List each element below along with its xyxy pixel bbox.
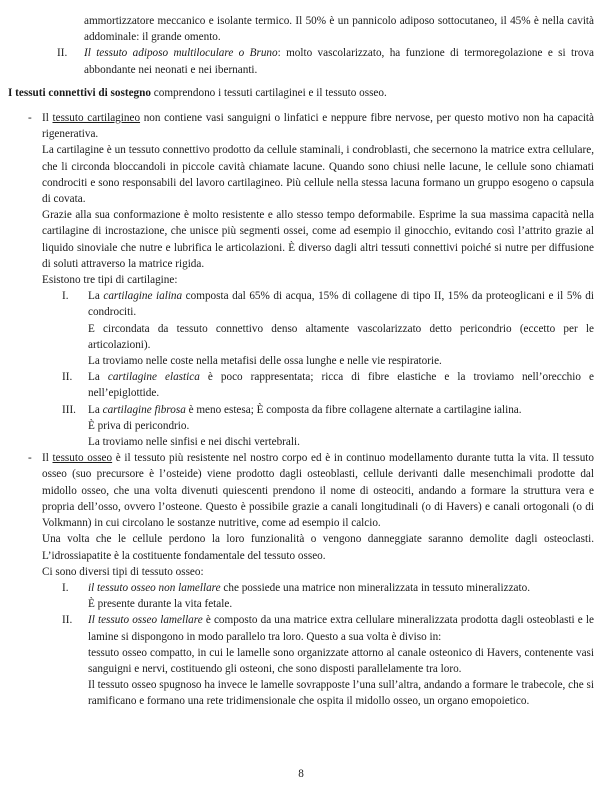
roman-numeral: I. [62,290,69,303]
type-lead-prefix: La [88,371,108,384]
adipose-rest-text: : molto vascolarizzato, ha funzione di termoregolazione e si trova abbondante nei neonati e nei ibernanti. [84,47,594,76]
type-rest-text: è poco rappresentata; ricca di fibre elastiche e la troviamo nell’orecchio e nell’epiglottide. [88,371,595,400]
roman-numeral: II. [62,371,73,384]
type-lead-italic: cartilagine ialina [103,290,183,303]
type-main-paragraph [88,612,594,644]
item-text [84,13,594,45]
type-lead-italic: Il tessuto osseo lamellare [88,614,203,627]
bone-type-item-1 [62,580,594,612]
bone-p1-underlined-term: tessuto osseo [52,452,113,465]
type-extra-paragraph: E circondata da tessuto connettivo denso altamente vascolarizzato detto pericondrio (eccetto per le articolazioni). [88,322,594,351]
type-main-paragraph [88,369,594,401]
continuation-paragraph: ammortizzatore meccanico e isolante termico. Il 50% è un pannicolo adiposo sottocutaneo, il 45% è nella cavità addominale: il grande omento. [84,15,594,44]
item-text [88,288,594,369]
cartilage-types-list [62,288,594,450]
type-lead-prefix: La [88,403,103,416]
cartilage-p1-rest: non contiene vasi sanguigni o linfatici e neppure fibre nervose, per questo motivo non ha capacità rigenerativa. [42,112,594,141]
roman-numeral: II. [62,614,73,627]
bone-type-item-2 [62,612,594,709]
bone-paragraph-1 [42,450,594,531]
top-roman-list [57,13,594,78]
cartilage-paragraph-2: La cartilagine è un tessuto connettivo prodotto da cellule staminali, i condroblasti, che secernono la matrice extra cellulare, che li circonda bloccandoli in piccole cavità chiamate lacune. Quando sono chiusi nelle lacune, le cellule sono chiamati condrociti e sono responsabili del lavoro cartilagineo. Più cellule nella stessa lacuna formano un gruppo esogeno o capsula di covata. [42,144,594,206]
cartilage-paragraph-1 [42,110,594,142]
type-rest-text: che possiede una matrice non mineralizzata in tessuto mineralizzato. [220,581,530,594]
type-lead-italic: cartilagine fibrosa [102,403,186,416]
cartilage-type-item-2 [62,369,594,401]
cartilage-p1-prefix: Il [42,112,53,125]
item-text [88,580,594,612]
type-extra-paragraph: Il tessuto osseo spugnoso ha invece le lamelle sovrapposte l’una sull’altra, andando a formare le trabecole, che si ramificano e formano una rete tridimensionale che ospita il midollo osseo, un organo emopoietico. [88,679,594,708]
type-lead-italic: il tessuto osseo non lamellare [88,581,221,594]
item-text [84,45,594,77]
item-text [88,369,594,401]
type-extra-paragraph: La troviamo nelle coste nella metafisi delle ossa lunghe e nelle vie respiratorie. [88,355,442,368]
type-extra-paragraph: È presente durante la vita fetale. [88,598,233,611]
dash-marker: - [28,452,32,465]
roman-numeral: I. [62,581,69,594]
adipose-list-item [57,45,594,77]
cartilage-type-item-3 [62,402,594,451]
bone-p1-prefix: Il [42,452,53,465]
dash-marker: - [28,112,32,125]
adipose-paragraph [84,45,594,77]
type-rest-text: è composto da una matrice extra cellulare mineralizzata prodotta dagli osteoblasti e le lamine si dispongono in modo parallelo tra loro. Questo a sua volta è diviso in: [88,614,594,643]
cartilage-list-item [28,110,594,450]
intro-rest-text: comprendono i tessuti cartilaginei e il tessuto osseo. [150,86,387,99]
intro-bold-lead: I tessuti connettivi di sostegno [8,86,151,99]
type-lead-prefix: La [88,290,104,303]
cartilage-type-item-1 [62,288,594,369]
page-number: 8 [298,767,304,780]
cartilage-paragraph-4: Esistono tre tipi di cartilagine: [42,274,178,287]
type-main-paragraph [88,402,594,418]
cartilage-item-body [42,110,594,450]
type-rest-text: è meno estesa; È composta da fibre collagene alternate a cartilagine ialina. [185,403,522,416]
type-main-paragraph [88,288,594,320]
bone-list-item [28,450,594,709]
bone-item-body [42,450,594,709]
roman-numeral: III. [62,403,76,416]
type-lead-italic: cartilagine elastica [107,371,200,384]
bone-paragraph-3: Ci sono diversi tipi di tessuto osseo: [42,565,204,578]
type-extra-paragraph: tessuto osseo compatto, in cui le lamelle sono organizzate attorno al canale osteonico di Havers, contenente vasi sanguigni e nervi, costituendo gli osteoni, che sono disposti parallelamente tra loro. [88,646,594,675]
type-rest-text: composta dal 65% di acqua, 15% di collagene di tipo II, 15% da proteoglicani e il 5% di condrociti. [88,290,594,319]
roman-numeral: II. [57,47,68,60]
cartilage-p1-underlined-term: tessuto cartilagineo [52,112,141,125]
item-text [88,402,594,451]
roman-numeral-empty [57,13,84,45]
cartilage-paragraph-3: Grazie alla sua conformazione è molto resistente e allo stesso tempo deformabile. Esprime la sua massima capacità nella cartilagine di incrostazione, che unisce più segmenti ossei, come ad esempio il ginocchio, evitando così l’attrito grazie al liquido sinoviale che nutre e lubrifica le articolazioni. È diverso dagli altri tessuti connettivi poiché si nutre per diffusione di soluti attraverso la matrice rigida. [42,209,594,270]
type-main-paragraph [88,580,594,596]
item-text [88,612,594,709]
adipose-lead-italic: Il tessuto adiposo multiloculare o Bruno [84,47,278,60]
intro-paragraph [8,85,594,101]
type-extra-paragraph: La troviamo nelle sinfisi e nei dischi vertebrali. [88,436,300,449]
bone-p1-rest: è il tessuto più resistente nel nostro corpo ed è in continuo modellamento durante tutta la vita. Il tessuto osseo (suo precursore è l’osteide) viene prodotto dagli osteoblasti, cellule derivanti dalle mesenchimali prodotte dal midollo osseo, che una volta divenuti quiescenti prendono il nome di osteociti, andando a formare la struttura vera e propria dell’osso, ovvero l’osteone. Questo è possibile grazie a canali longitudinali (o di Havers) e canali ortogonali (o di Volkmann) in cui circolano le sostanze nutritive, come ad esempio il calcio. [42,452,594,530]
bone-paragraph-2: Una volta che le cellule perdono la loro funzionalità o vengono danneggiate saranno demolite dagli osteoclasti. L’idrossiapatite è la costituente fondamentale del tessuto osseo. [42,533,594,562]
type-extra-paragraph: È priva di pericondrio. [88,419,190,432]
continuation-item [57,13,594,45]
bone-types-list [62,580,594,710]
